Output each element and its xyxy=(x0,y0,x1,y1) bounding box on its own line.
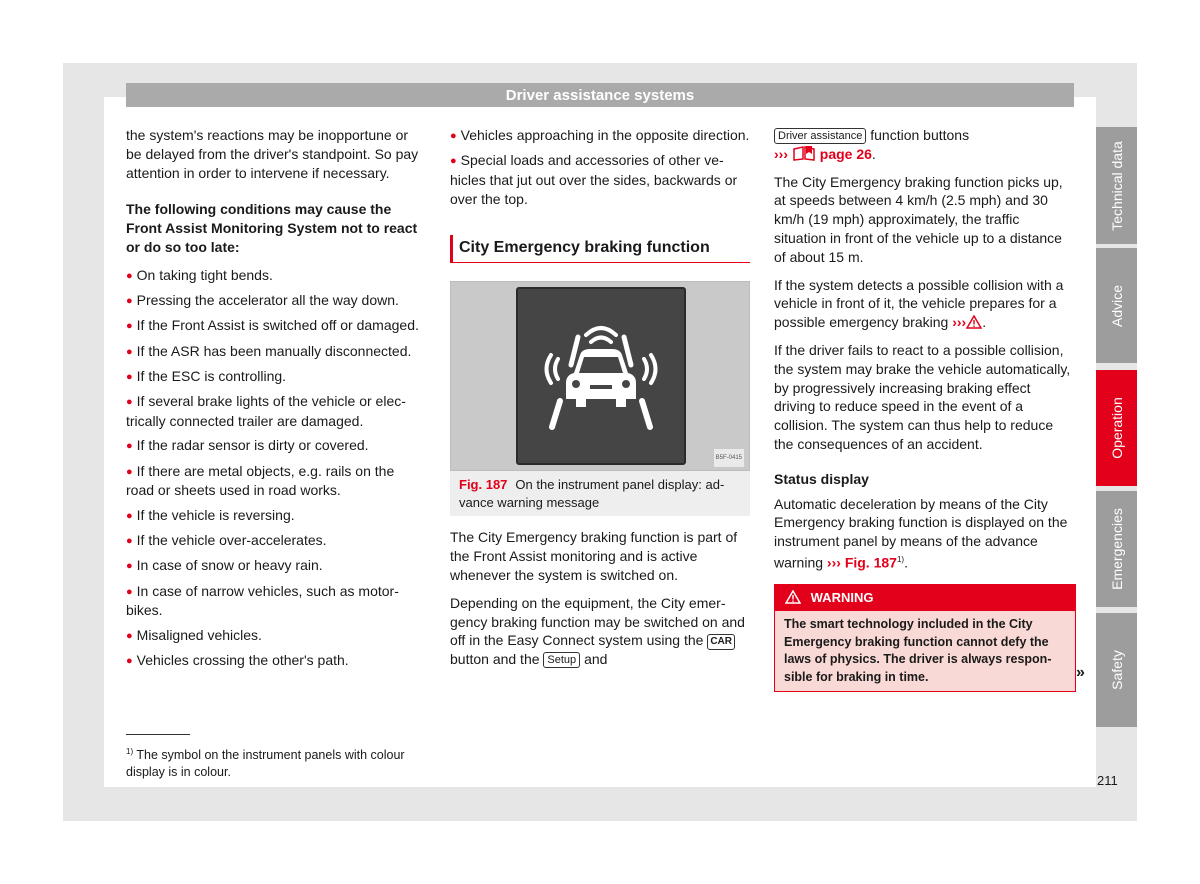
switching-text-a: Depending on the equipment, the City emergency braking function may be switched on and off in the Easy Connect system using the xyxy=(450,594,745,649)
ref-arrows: ››› xyxy=(774,145,788,162)
section-title: City Emergency braking function xyxy=(450,235,750,264)
list-item xyxy=(450,126,750,146)
paragraph-auto-brake: If the driver fails to react to a possible collision, the system may brake the vehicle automatically, by progressively increasing braking effect driving to reduce speed in the event of a collision. The system can thus help to reduce the consequences of an accident. xyxy=(774,341,1071,452)
bullet-icon: ● xyxy=(126,440,133,453)
list-item xyxy=(126,556,426,576)
tab-label: Operation xyxy=(1108,397,1125,459)
list-item xyxy=(126,291,426,311)
collision-text: If the system detects a possible collision with a vehicle in front of it, the vehicle prepares for a possible emergency braking xyxy=(774,276,1064,331)
figure-label: Fig. 187 xyxy=(459,477,508,493)
fig-ref-arrows: ››› xyxy=(826,554,841,571)
warning-triangle-icon xyxy=(966,315,982,329)
tab-label: Emergencies xyxy=(1108,508,1125,590)
switching-text-b: button and the xyxy=(450,651,540,668)
bullet-icon: ● xyxy=(126,629,133,642)
paragraph-switching xyxy=(450,594,750,669)
car-key: CAR xyxy=(707,634,735,650)
ref-end: . xyxy=(871,145,876,162)
list-item-text: If the Front Assist is switched off or damaged. xyxy=(136,317,419,334)
bullet-icon: ● xyxy=(126,345,133,358)
list-item-text: Pressing the accelerator all the way down. xyxy=(136,292,399,309)
figure-reference-link[interactable]: Fig. 187 xyxy=(844,554,897,571)
list-item xyxy=(126,392,426,431)
list-item xyxy=(126,316,426,336)
section-header: Driver assistance systems xyxy=(126,83,1074,107)
figure-caption xyxy=(450,471,750,516)
list-item-text: If the ESC is controlling. xyxy=(136,367,287,384)
intro-paragraph: the system's reactions may be inopportune or be delayed from the driver's standpoint. So pay attention in order to intervene if necessary. xyxy=(126,127,419,181)
figure-code: B5F-0415 xyxy=(714,449,744,468)
footnote-text: The symbol on the instrument panels with colour display is in colour. xyxy=(126,748,405,779)
continue-mark: » xyxy=(1076,664,1085,681)
bullet-icon: ● xyxy=(126,465,133,478)
warning-title: WARNING xyxy=(810,590,874,606)
page-reference-link[interactable]: page 26 xyxy=(819,145,872,162)
tab-advice[interactable] xyxy=(1096,248,1137,363)
conditions-heading: The following conditions may cause the Front Assist Monitoring System not to react or do so too late: xyxy=(126,201,418,255)
page-number: 211 xyxy=(1097,773,1118,788)
paragraph-status xyxy=(774,495,1074,573)
warning-ref-arrows: ››› xyxy=(952,314,967,331)
column-middle xyxy=(450,126,750,678)
list-item xyxy=(450,151,750,208)
bullet-icon: ● xyxy=(126,370,133,383)
column-right xyxy=(774,126,1074,692)
list-item-text: Misaligned vehicles. xyxy=(136,626,262,643)
footnote-mark: 1) xyxy=(126,747,134,756)
list-item xyxy=(126,436,426,456)
footnote-rule xyxy=(126,734,190,735)
setup-key: Setup xyxy=(543,652,580,668)
bullet-icon: ● xyxy=(126,535,133,548)
footnote xyxy=(126,744,426,780)
status-end: . xyxy=(904,554,908,571)
warning-text: The smart technology included in the City Emergency braking function cannot defy the laws of physics. The driver is always responsible for braking in time. xyxy=(775,611,1075,691)
list-item-text: If the radar sensor is dirty or covered. xyxy=(136,437,369,454)
bullet-icon: ● xyxy=(126,269,133,282)
list-item-text: If the ASR has been manually disconnected. xyxy=(136,342,412,359)
list-item xyxy=(126,531,426,551)
driver-assistance-key: Driver assistance xyxy=(774,128,866,144)
footnote-ref: 1) xyxy=(896,554,905,564)
book-reference-icon xyxy=(792,145,816,161)
list-item xyxy=(126,582,426,621)
list-item xyxy=(126,462,426,501)
switching-text-c: and xyxy=(584,651,608,668)
warning-box xyxy=(774,584,1076,692)
bullet-icon: ● xyxy=(450,155,457,168)
list-item-text: Vehicles crossing the other's path. xyxy=(136,652,349,669)
list-item-text: If the vehicle is reversing. xyxy=(136,506,295,523)
paragraph-speeds: The City Emergency braking function picks up, at speeds between 4 km/h (2.5 mph) and 30 km/h (19 mph) approximately, the traffic situation in front of the vehicle up to a distance of about 15 m. xyxy=(774,173,1063,265)
bullet-icon: ● xyxy=(450,130,457,142)
list-item-text: Special loads and accessories of other vehicles that jut out over the sides, backwards or over the top. xyxy=(450,152,738,207)
column-left xyxy=(126,126,426,676)
paragraph-collision xyxy=(774,276,1074,332)
list-item xyxy=(126,266,426,286)
tab-label: Advice xyxy=(1108,284,1125,327)
list-item-text: If there are metal objects, e.g. rails on the road or sheets used in road works. xyxy=(126,462,395,499)
paragraph-buttons xyxy=(774,126,1074,164)
conditions-list xyxy=(126,266,426,671)
buttons-text: function buttons xyxy=(870,127,970,143)
collision-end: . xyxy=(982,314,987,331)
bullet-icon: ● xyxy=(126,560,133,573)
list-item-text: In case of snow or heavy rain. xyxy=(136,557,323,574)
bullet-icon: ● xyxy=(126,509,133,522)
bullet-icon: ● xyxy=(126,396,133,409)
tab-emergencies[interactable] xyxy=(1096,491,1137,607)
list-item-text: Vehicles approaching in the opposite direction. xyxy=(460,127,750,143)
bullet-icon: ● xyxy=(126,585,133,598)
status-text: Automatic deceleration by means of the City Emergency braking function is displayed on the instrument panel by means of the advance warning xyxy=(774,495,1068,571)
list-item-text: On taking tight bends. xyxy=(136,266,273,283)
warning-triangle-icon xyxy=(785,590,801,604)
tab-safety[interactable] xyxy=(1096,613,1137,727)
bullet-icon: ● xyxy=(126,295,133,308)
tab-operation[interactable] xyxy=(1096,370,1137,486)
paragraph-active: The City Emergency braking function is part of the Front Assist monitoring and is active whenever the system is switched on. xyxy=(450,529,738,584)
list-item-text: If the vehicle over-accelerates. xyxy=(136,532,327,549)
bullet-icon: ● xyxy=(126,655,133,668)
tab-label: Technical data xyxy=(1108,140,1125,231)
list-item xyxy=(126,342,426,362)
list-item xyxy=(126,506,426,526)
tab-technical-data[interactable] xyxy=(1096,127,1137,244)
tab-label: Safety xyxy=(1108,650,1125,690)
caption-text: On the instrument panel display: advance warning message xyxy=(459,477,725,510)
list-item-text: If several brake lights of the vehicle or electrically connected trailer are damaged. xyxy=(126,393,406,430)
collision-warning-icon xyxy=(518,289,684,463)
warning-header xyxy=(775,585,1075,611)
list-item-text: In case of narrow vehicles, such as motorbikes. xyxy=(126,582,399,619)
list-item xyxy=(126,367,426,387)
list-item xyxy=(126,651,426,671)
bullet-icon: ● xyxy=(126,320,133,333)
conditions-list-cont xyxy=(450,126,750,209)
instrument-display xyxy=(516,287,686,465)
list-item xyxy=(126,626,426,646)
status-heading: Status display xyxy=(774,470,869,487)
figure-187 xyxy=(450,281,750,471)
